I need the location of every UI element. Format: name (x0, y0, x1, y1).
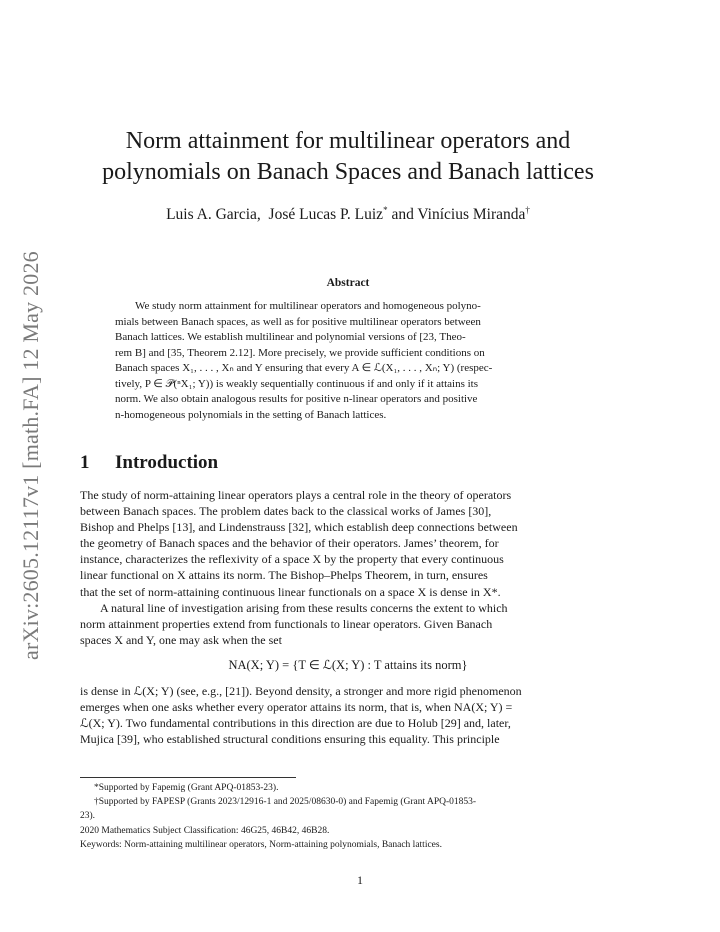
abstract-line: We study norm attainment for multilinear operators and homogeneous polyno- (135, 300, 481, 312)
footnote-1: *Supported by Fapemig (Grant APQ-01853-23). (94, 783, 279, 793)
abstract-line: mials between Banach spaces, as well as for positive multilinear operators between (115, 315, 481, 328)
keywords: Keywords: Norm-attaining multilinear operators, Norm-attaining polynomials, Banach lattices. (80, 839, 442, 850)
abstract-body (115, 299, 582, 423)
footnote-2: †Supported by FAPESP (Grants 2023/12916-1 and 2025/08630-0) and Fapemig (Grant APQ-01853- (94, 797, 477, 808)
msc-classification: 2020 Mathematics Subject Classification: 46G25, 46B42, 46B28. (80, 825, 330, 836)
introduction-body (80, 487, 616, 747)
display-equation: NA(X; Y) = {T ∈ ℒ(X; Y) : T attains its norm} (228, 657, 468, 672)
author-name: José Lucas P. Luiz (268, 206, 384, 223)
footnote-mark: * (383, 205, 388, 215)
body-line: linear functional on X attains its norm. The Bishop–Phelps Theorem, in turn, ensures (80, 568, 488, 583)
footnote-2-continued: 23). (80, 811, 96, 822)
body-line: is dense in ℒ(X; Y) (see, e.g., [21]). Beyond density, a stronger and more rigid phenomenon (80, 684, 522, 699)
body-line: A natural line of investigation arising from these results concerns the extent to which (100, 600, 508, 615)
body-line: Mujica [39], who established structural conditions ensuring this equality. This principle (80, 732, 500, 747)
abstract-heading: Abstract (326, 277, 370, 289)
body-line: instance, characterizes the reflexivity of a space X by the property that every continuous (80, 552, 504, 567)
abstract-line: norm. We also obtain analogous results for positive n-linear operators and positive (115, 393, 478, 405)
section-title: Introduction (115, 452, 219, 473)
footnotes (80, 781, 616, 852)
footnote-divider (80, 777, 296, 778)
title-line-1: Norm attainment for multilinear operators and (125, 128, 571, 154)
arxiv-identifier-text: arXiv:2605.12117v1 [math.FA] 12 May 2026 (18, 251, 43, 660)
title-line-2: polynomials on Banach Spaces and Banach lattices (102, 159, 594, 185)
body-line: spaces X and Y, one may ask when the set (80, 632, 282, 647)
section-number: 1 (80, 452, 90, 473)
body-line: the geometry of Banach spaces and the behavior of their operators. James’ theorem, for (80, 536, 499, 551)
arxiv-identifier-stamp (14, 240, 48, 660)
abstract-line: n-homogeneous polynomials in the setting of Banach lattices. (115, 408, 387, 421)
body-line: ℒ(X; Y). Two fundamental contributions in this direction are due to Holub [29] and, later, (80, 716, 511, 731)
body-line: The study of norm-attaining linear operators plays a central role in the theory of operators (80, 488, 512, 502)
body-line: emerges when one asks whether every operator attains its norm, that is, when NA(X; Y) = (80, 700, 513, 715)
author-name: Luis A. Garcia, (166, 206, 261, 223)
body-line: that the set of norm-attaining continuous linear functionals on a space X is dense in X*. (80, 584, 501, 599)
body-line: between Banach spaces. The problem dates back to the classical works of James [30], (80, 504, 492, 519)
author-name: and Vinícius Miranda (391, 206, 526, 223)
body-line: norm attainment properties extend from functionals to linear operators. Given Banach (80, 616, 493, 631)
abstract-line: Banach lattices. We establish multilinear and polynomial versions of [23, Theo- (115, 331, 466, 343)
footnote-mark: † (525, 205, 530, 215)
section-heading (80, 452, 218, 474)
author-list (80, 205, 616, 224)
abstract-line: Banach spaces X₁, . . . , Xₙ and Y ensuring that every A ∈ ℒ(X₁, . . . , Xₙ; Y) (respec- (115, 362, 493, 374)
abstract-line: rem B] and [35, Theorem 2.12]. More precisely, we provide sufficient conditions on (115, 346, 485, 359)
abstract-line: tively, P ∈ 𝒫(ⁿX₁; Y)) is weakly sequentially continuous if and only if it attains its (115, 377, 479, 390)
body-line: Bishop and Phelps [13], and Lindenstrauss [32], which establish deep connections between (80, 520, 518, 535)
paper-title (80, 126, 616, 188)
page-number: 1 (357, 873, 363, 887)
